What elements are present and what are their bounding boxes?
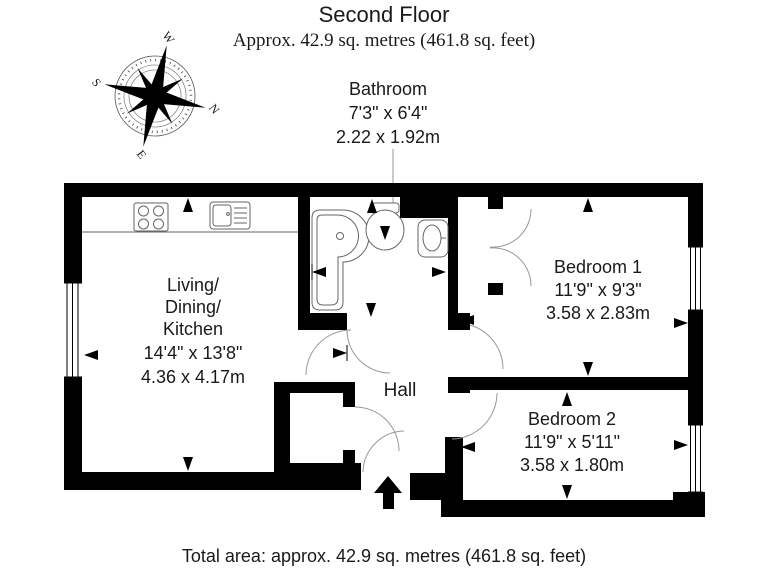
wall-closet-right-upper xyxy=(343,382,355,407)
living-name-line1: Living/ xyxy=(166,275,220,295)
wall-bedroom2-bottom xyxy=(441,500,705,517)
wall-closet-top xyxy=(274,382,355,393)
wall-bathroom-bottom-left xyxy=(298,313,347,330)
bedroom2-label xyxy=(520,409,624,475)
page-title: Second Floor xyxy=(318,2,450,27)
living-dim-arrow-left xyxy=(84,350,98,360)
window-bedroom1-right xyxy=(688,247,703,310)
bedroom1-dim-arrow-up xyxy=(583,198,593,212)
cupboard-door-arc-bottom xyxy=(490,248,531,286)
living-dim-arrow-right xyxy=(333,348,347,358)
compass-e-label: E xyxy=(133,147,150,162)
bedroom2-dim-arrow-left xyxy=(461,442,475,452)
bathroom-dim-arrow-right xyxy=(432,267,446,277)
living-imperial: 14'4" x 13'8" xyxy=(143,343,243,363)
bathroom-metric: 2.22 x 1.92m xyxy=(335,127,441,147)
wall-closet-right-lower xyxy=(343,450,355,468)
wall-bedroom-divider xyxy=(448,377,690,390)
wall-left-upper xyxy=(64,183,82,283)
wall-hall-bottom xyxy=(410,473,463,500)
bedroom2-name: Bedroom 2 xyxy=(527,409,617,429)
bedroom2-door-arc xyxy=(452,393,497,439)
compass-points xyxy=(93,34,218,162)
bedroom1-metric: 3.58 x 2.83m xyxy=(545,303,651,323)
bedroom1-label xyxy=(546,257,650,323)
living-dim-arrow-up xyxy=(183,198,193,212)
living-metric: 4.36 x 4.17m xyxy=(140,367,246,387)
living-label xyxy=(141,275,245,387)
living-name-line3: Kitchen xyxy=(162,319,224,339)
bedroom2-metric: 3.58 x 1.80m xyxy=(519,455,625,475)
closet-door-arc xyxy=(355,407,399,451)
bedroom2-dim-arrow-up xyxy=(562,392,572,406)
hall-label: Hall xyxy=(383,380,417,401)
wall-bathroom-left xyxy=(298,197,310,330)
bedroom1-door-arc xyxy=(470,325,503,369)
living-dim-arrow-down xyxy=(183,457,193,471)
living-name-line2: Dining/ xyxy=(164,297,222,317)
bathroom-dim-arrow-down xyxy=(366,303,376,317)
compass-s-label: S xyxy=(88,75,105,90)
bathroom-name: Bathroom xyxy=(348,79,428,99)
entrance-arrow xyxy=(374,476,402,509)
sink-icon xyxy=(210,202,250,229)
bathroom-door-arc xyxy=(347,330,390,373)
bedroom1-dim-arrow-right xyxy=(674,318,688,328)
bedroom1-dim-arrow-down xyxy=(583,362,593,376)
bedroom1-imperial: 11'9" x 9'3" xyxy=(554,280,642,300)
window-living-left xyxy=(64,283,82,377)
total-area-label: Total area: approx. 42.9 sq. metres (461.8 sq. feet) xyxy=(181,546,587,566)
wall-cupboard-stub-top xyxy=(488,197,503,209)
bathroom-fixtures xyxy=(312,203,448,310)
compass-w-label: W xyxy=(159,28,178,47)
page-subtitle: Approx. 42.9 sq. metres (461.8 sq. feet) xyxy=(232,30,536,51)
wall-top xyxy=(64,183,703,197)
compass-n-label: N xyxy=(206,101,223,117)
bathroom-imperial: 7'3" x 6'4" xyxy=(348,103,428,123)
wall-bedroom1-left xyxy=(448,197,458,330)
wall-closet-left xyxy=(274,382,290,467)
window-bedroom2-right xyxy=(688,425,703,492)
cupboard-door-arc-top xyxy=(490,209,531,247)
bedroom2-imperial: 11'9" x 5'11" xyxy=(523,432,621,452)
wall-cupboard-stub-bottom xyxy=(488,283,503,295)
entrance-door-arc xyxy=(363,431,404,472)
hob-icon xyxy=(134,203,168,231)
bathtub-icon xyxy=(312,210,369,310)
wall-left-lower xyxy=(64,377,82,477)
bedroom2-dim-arrow-down xyxy=(562,485,572,499)
bedroom1-name: Bedroom 1 xyxy=(553,257,643,277)
bedroom2-dim-arrow-right xyxy=(674,440,688,450)
compass-rose xyxy=(74,14,237,178)
basin-icon xyxy=(418,220,448,257)
